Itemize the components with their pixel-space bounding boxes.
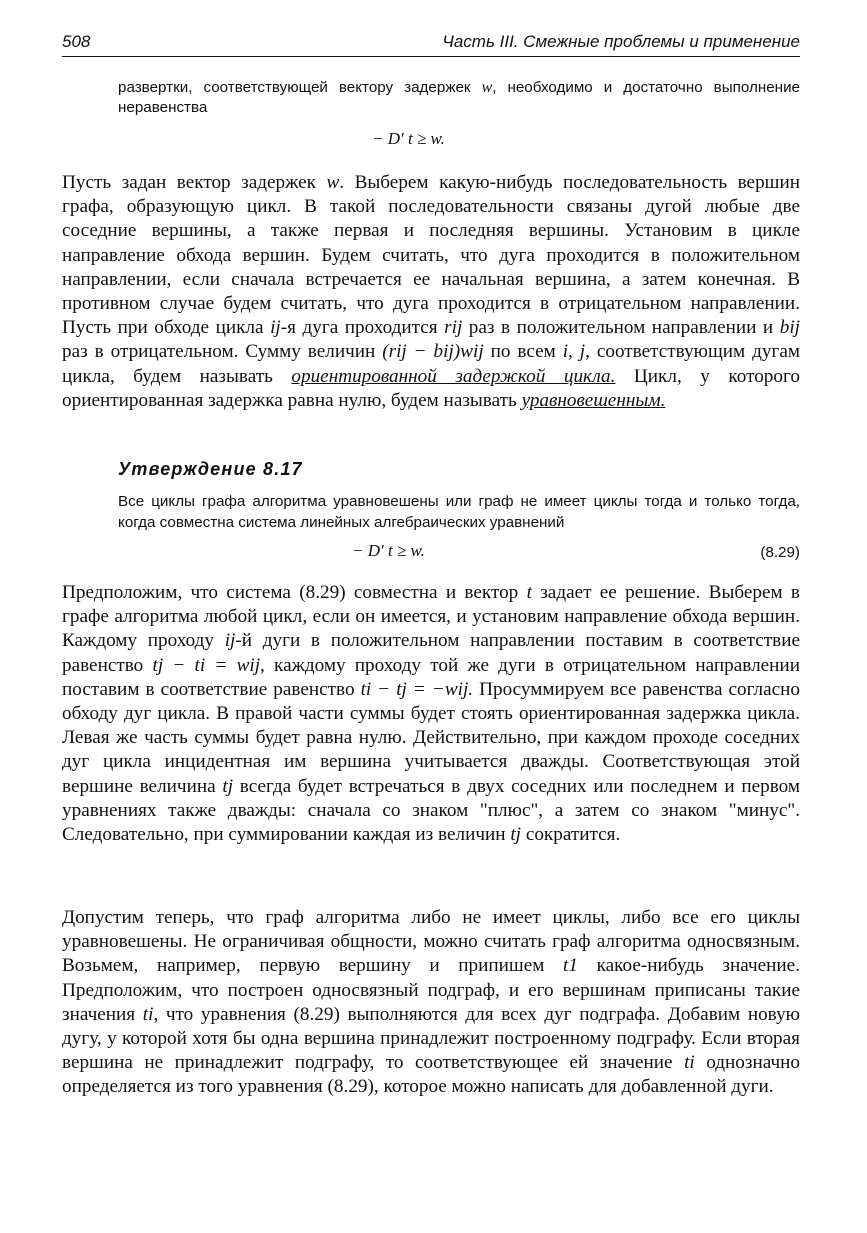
para3-text-3: , что уравнения (8.29) выполняются для всех дуг подграфа. Добавим новую дугу, у которой хотя бы одна вершина принадлежит построенному подграфу. Если вторая вершина не принадлежит подграфу, то соответствующее ей значение [62, 1003, 801, 1074]
para1-var-w: w [326, 172, 340, 193]
para2-eq-negative: ti − tj = −wij. [360, 678, 474, 700]
para3-text-2: какое-нибудь значение. Предположим, что построен односвязный подграф, и его вершинам приписаны такие значения [62, 955, 800, 1025]
term-balanced: уравновешенным. [521, 389, 666, 411]
para1-text-5: раз в отрицательном. Сумму величин [62, 341, 383, 363]
para2-text-7: сократится. [521, 824, 621, 846]
para1-text-2: . Выберем какую-нибудь последовательность вершин графа, образующую цикл. В такой последовательности связаны дугой любые две соседние вершины, а также первая и последняя вершины. Установим в цикле направление обхода вершин. Будем считать, что дуга проходится в положительном направлении, если сначала встречается ее начальная вершина, а затем конечная. В противном случае будем считать, что дуга проходится в отрицательном направлении. Пусть при обходе цикла [62, 172, 800, 339]
para2-text-3: -й дуги в положительном направлении поставим в соответствие равенство [62, 630, 800, 676]
para3-text-4: однозначно определяется из того уравнения (8.29), которое можно написать для добавленной дуги. [62, 1052, 800, 1098]
formula-inequality: − D′ t ≥ w. [372, 129, 445, 148]
para2-var-tj-2: tj [510, 824, 522, 846]
paragraph-1 [62, 171, 800, 413]
para1-var-bij: bij [779, 317, 800, 339]
para3-var-ti: ti [142, 1003, 154, 1025]
lead-text-1: развертки, соответствующей вектору задержек [118, 79, 482, 96]
para1-text-1: Пусть задан вектор задержек [62, 172, 327, 193]
para2-text-5: Просуммируем все равенства согласно обходу дуг цикла. В правой части суммы будет стоять ориентированная задержка цикла. Левая же часть суммы будет равна нулю. Действительно, при каждом проходе соседних дуг цикла инцидентная им вершина учитывается дважды. Соответствующая этой вершине величина [62, 678, 800, 797]
statement-heading: Утверждение 8.17 [118, 459, 303, 479]
para1-text-4: раз в положительном направлении и [462, 317, 780, 339]
para2-text-4: , каждому проходу той же дуги в отрицательном направлении поставим в соответствие равенство [62, 654, 800, 700]
para2-text-2: задает ее решение. Выберем в графе алгоритма любой цикл, если он имеется, и установим направление обхода вершин. Каждому проходу [62, 582, 800, 652]
para2-text-1: Предположим, что система (8.29) совместна и вектор [62, 582, 527, 603]
paragraph-2 [62, 581, 800, 847]
running-header [62, 30, 800, 57]
para1-text-7: , [568, 341, 580, 363]
equation-number: (8.29) [760, 544, 800, 561]
running-title: Часть III. Смежные проблемы и применение [442, 32, 800, 51]
para2-var-ij: ij [224, 630, 236, 652]
para1-var-rij: rij [444, 317, 463, 339]
para3-var-ti-2: ti [684, 1052, 695, 1074]
page-number: 508 [62, 32, 91, 51]
term-oriented-delay: ориентированной задержкой цикла. [291, 365, 616, 387]
para1-var-ij: ij [270, 317, 281, 339]
para3-var-t1: t1 [563, 955, 578, 977]
para1-text-6: по всем [483, 341, 563, 363]
formula-system: − D′ t ≥ w. [352, 541, 425, 560]
para1-var-i: i [562, 341, 569, 363]
para1-expr: (rij − bij)wij [382, 341, 484, 363]
para1-text-9: Цикл, у которого ориентированная задержка равна нулю, будем называть [62, 365, 800, 411]
para2-text-6: всегда будет встречаться в двух соседних или последнем и первом уравнениях также дважды: сначала со знаком "плюс", а затем со знаком "минус". Следовательно, при суммировании каждая из величин [62, 775, 800, 846]
para1-text-8: , соответствующим дугам цикла, будем называть [62, 341, 800, 387]
para1-var-j: j [579, 341, 586, 363]
lead-text-2: , необходимо и достаточно выполнение неравенства [118, 79, 800, 116]
statement-text: Все циклы графа алгоритма уравновешены или граф не имеет циклы тогда и только тогда, когда совместна система линейных алгебраических уравнений [118, 493, 800, 531]
para1-text-3: -я дуга проходится [280, 317, 445, 339]
paragraph-3 [62, 906, 800, 1100]
para2-eq-positive: tj − ti = wij [152, 654, 261, 676]
para2-var-t: t [526, 582, 532, 603]
lead-paragraph [118, 78, 800, 117]
para2-var-tj: tj [222, 775, 234, 797]
para3-text-1: Допустим теперь, что граф алгоритма либо не имеет циклы, либо все его циклы уравновешены. Не ограничивая общности, можно считать граф алгоритма односвязным. Возьмем, например, первую вершину и припишем [62, 907, 800, 977]
lead-var-w: w [481, 79, 493, 96]
